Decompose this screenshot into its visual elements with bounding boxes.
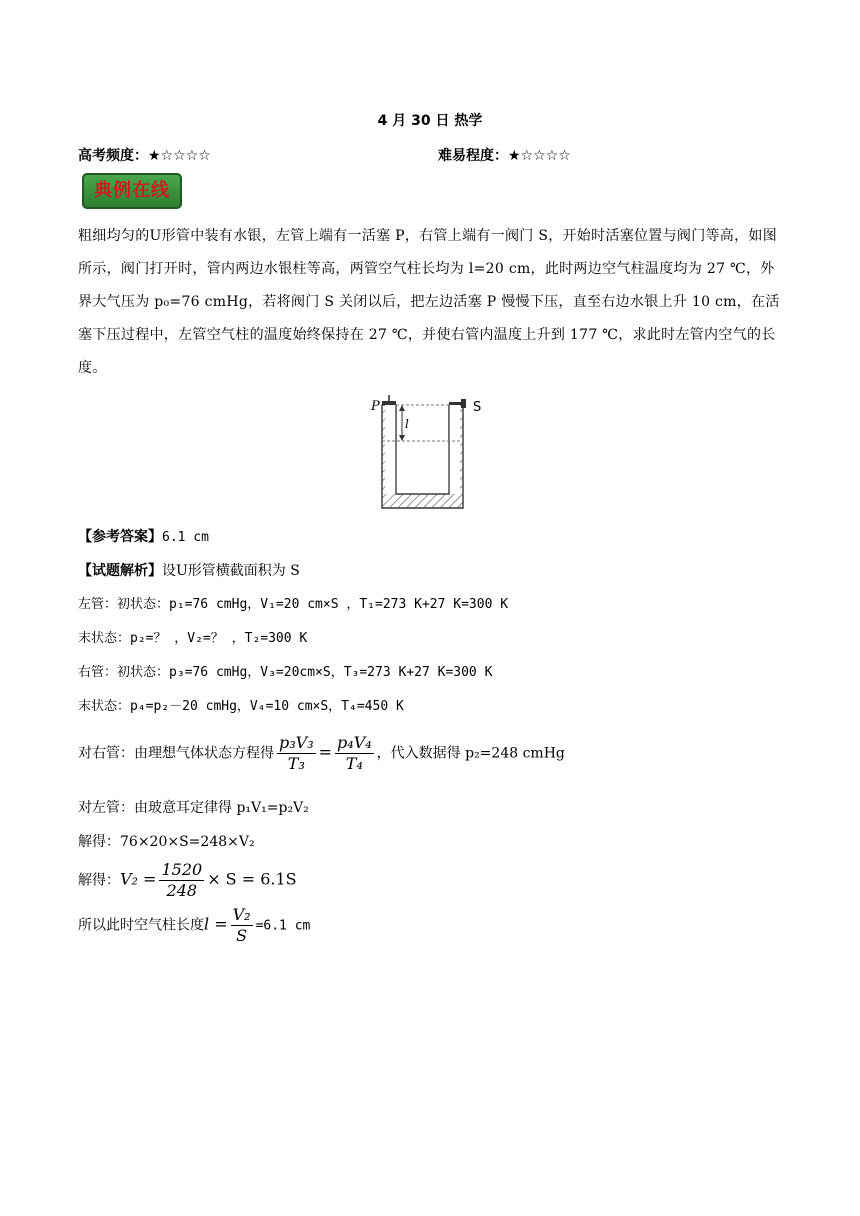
answer-label: 【参考答案】 [78, 529, 162, 545]
analysis-heading [78, 561, 788, 581]
section-badge: 典例在线 [82, 173, 182, 209]
piston [382, 401, 396, 405]
u-tube-diagram [366, 395, 501, 513]
label-p: P [371, 399, 380, 414]
valve [449, 402, 463, 405]
solve-step-1: 解得：76×20×S=248×V₂ [78, 834, 255, 850]
u-tube-figure [366, 395, 501, 513]
analysis-intro: 设U形管横截面积为 S [162, 563, 300, 579]
reference-answer [78, 527, 788, 548]
analysis-line-2: 末状态：p₂=？ ，V₂=？ ，T₂=300 K [78, 631, 308, 646]
answer-value: 6.1 cm [162, 530, 209, 545]
right-tube-equation: 对右管：由理想气体状态方程得 $\frac{\text{p₃V₃}}{\text{T₃}}$ = $\frac{\text{p₄V₄}}{\text{T₄}}$ ，代入数据得 p₂=248 cmHg [78, 733, 565, 773]
fraction-2: $\frac{\text{p₄V₄}}{\text{T₄}}$ [337, 733, 372, 773]
exam-frequency: 高考频度：★☆☆☆☆ [78, 148, 211, 164]
solve-step-2: 解得：V₂ = $\frac{1520}{248}$ × S = 6.1S [78, 860, 297, 900]
label-s: S [473, 400, 482, 415]
fraction-4: $\frac{\text{V₂}}{S}$ [232, 905, 251, 945]
fraction-1: $\frac{\text{p₃V₃}}{\text{T₃}}$ [279, 733, 314, 773]
analysis-line-4: 末状态：p₄=p₂－20 cmHg，V₄=10 cm×S，T₄=450 K [78, 699, 404, 714]
meta-row [78, 145, 778, 165]
analysis-label: 【试题解析】 [78, 563, 162, 579]
left-law: 对左管：由玻意耳定律得 p₁V₁=p₂V₂ [78, 800, 309, 816]
analysis-line-3: 右管：初状态：p₃=76 cmHg，V₃=20cm×S，T₃=273 K+27 K=300 K [78, 665, 493, 680]
page-title: 4 月 30 日 热学 [377, 113, 483, 129]
label-l: l [405, 417, 409, 431]
analysis-line-1: 左管：初状态：p₁=76 cmHg，V₁=20 cm×S ，T₁=273 K+27 K=300 K [78, 597, 509, 612]
fraction-3: $\frac{1520}{248}$ [161, 860, 203, 900]
right-prefix: 对右管：由理想气体状态方程得 [78, 745, 274, 762]
difficulty-level: 难易程度：★☆☆☆☆ [438, 148, 571, 164]
final-result: 所以此时空气柱长度l = $\frac{\text{V₂}}{S}$ =6.1 cm [78, 905, 311, 945]
right-suffix: ，代入数据得 p₂=248 cmHg [376, 745, 565, 762]
problem-text: 粗细均匀的U形管中装有水银，左管上端有一活塞 P，右管上端有一阀门 S，开始时活塞位置与阀门等高，如图所示，阀门打开时，管内两边水银柱等高，两管空气柱长均为 l=20 cm，此时两边空气柱温度均为 27 ℃，外界大气压为 p₀=76 cmHg，若将阀门 S 关闭以后，把左边活塞 P 慢慢下压，直至右边水银上升 10 cm，在活塞下压过程中，左管空气柱的温度始终保持在 27 ℃，并使右管内温度上升到 177 ℃，求此时左管内空气的长度。 [78, 228, 780, 376]
